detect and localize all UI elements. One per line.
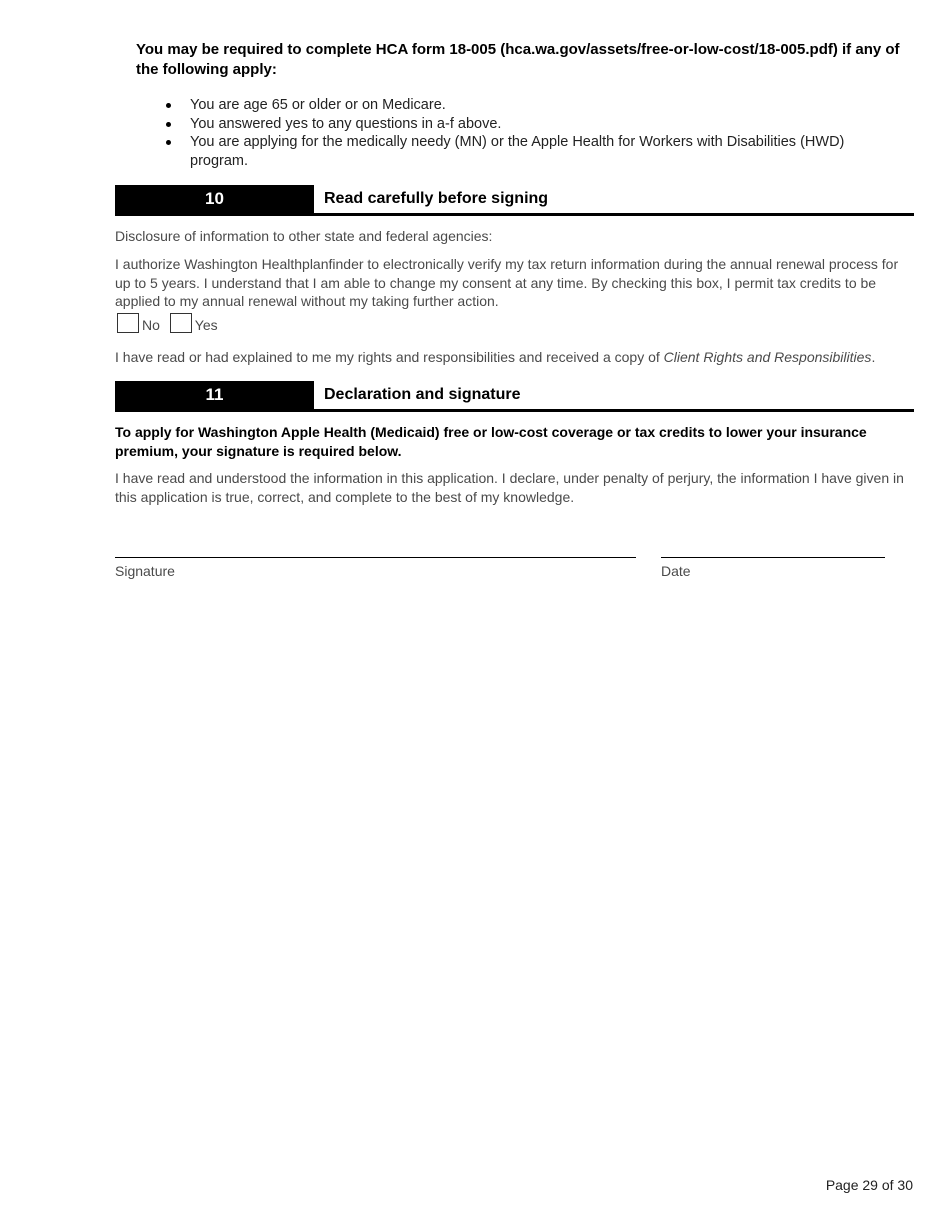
rights-document-title: Client Rights and Responsibilities <box>663 349 872 365</box>
list-item: You are applying for the medically needy (MN) or the Apple Health for Workers with Disabilities (HWD) program. <box>166 133 906 170</box>
yes-checkbox[interactable] <box>170 313 192 333</box>
section-title: Declaration and signature <box>324 386 521 403</box>
section-10-header <box>115 185 914 216</box>
declaration-text: I have read and understood the information in this application. I declare, under penalty of perjury, the information I have given in this application is true, correct, and complete to the best of my knowledge. <box>115 470 904 505</box>
consent-options <box>117 313 224 337</box>
no-label: No <box>142 317 160 333</box>
signature-instruction: To apply for Washington Apple Health (Medicaid) free or low-cost coverage or tax credits to lower your insurance premium, your signature is required below. <box>115 424 867 459</box>
date-label: Date <box>661 563 691 579</box>
section-11-header <box>115 381 914 412</box>
requirements-list <box>166 96 906 170</box>
rights-prefix: I have read or had explained to me my rights and responsibilities and received a copy of <box>115 349 664 365</box>
intro-heading: You may be required to complete HCA form 18-005 (hca.wa.gov/assets/free-or-low-cost/18-005.pdf) if any of the following apply: <box>136 41 900 78</box>
disclosure-text: Disclosure of information to other state and federal agencies: <box>115 228 493 244</box>
rights-suffix: . <box>871 349 876 365</box>
section-number: 10 <box>115 185 314 213</box>
authorization-text: I authorize Washington Healthplanfinder to electronically verify my tax return information during the annual renewal process for up to 5 years. I understand that I am able to change my consent at any time. By checking this box, I permit tax credits to be applied to my annual renewal without my taking further action. <box>115 256 899 309</box>
yes-label: Yes <box>194 317 218 333</box>
rights-text <box>115 348 915 367</box>
section-number: 11 <box>115 381 314 409</box>
date-line[interactable] <box>661 557 885 558</box>
no-checkbox[interactable] <box>117 313 139 333</box>
page-number: Page 29 of 30 <box>825 1177 913 1193</box>
signature-label: Signature <box>115 563 175 579</box>
signature-line[interactable] <box>115 557 636 558</box>
section-title: Read carefully before signing <box>324 190 549 207</box>
list-item: You are age 65 or older or on Medicare. <box>166 96 906 115</box>
list-item: You answered yes to any questions in a-f above. <box>166 115 906 134</box>
